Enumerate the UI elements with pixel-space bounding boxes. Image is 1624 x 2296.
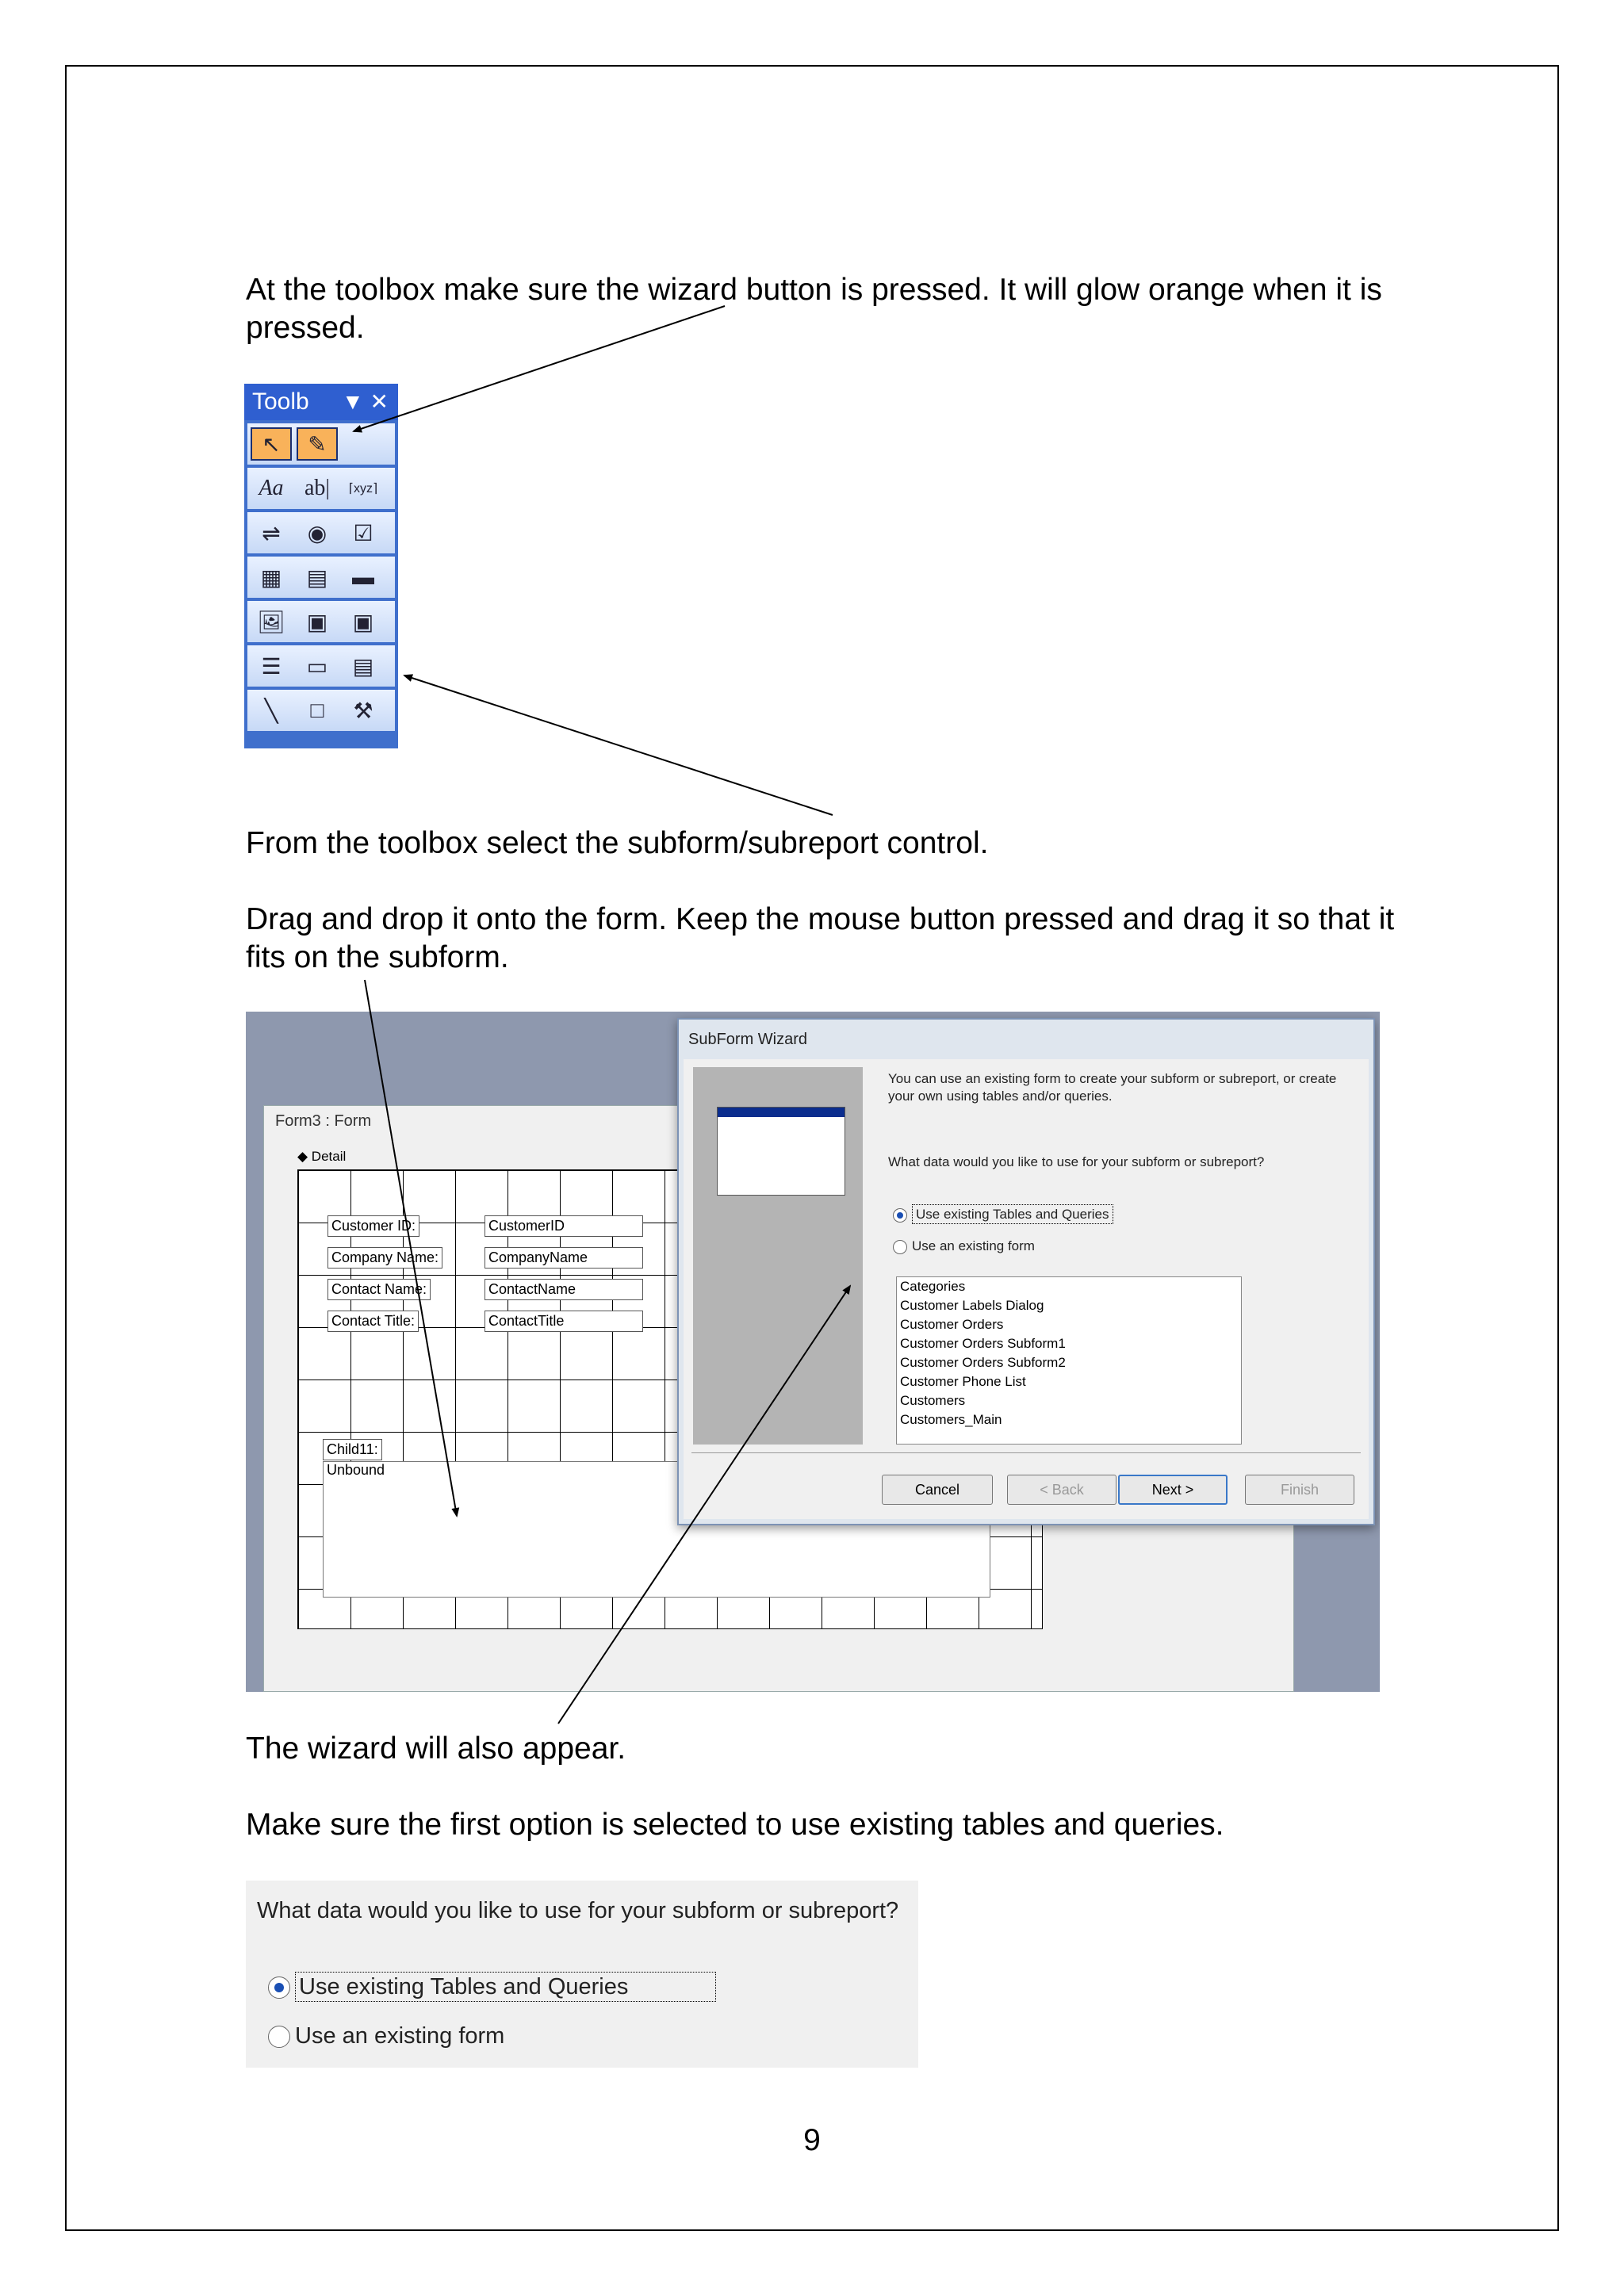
toolbox-title: Toolb	[252, 388, 309, 415]
subform-subreport-icon[interactable]: ▤	[352, 653, 374, 679]
list-item[interactable]: Customer Orders Subform2	[900, 1355, 1066, 1370]
field-contact-title[interactable]: ContactTitle	[485, 1311, 643, 1332]
label-customer-id[interactable]: Customer ID:	[327, 1215, 419, 1237]
next-button[interactable]: Next >	[1118, 1475, 1228, 1505]
cancel-button[interactable]: Cancel	[882, 1475, 993, 1505]
line-icon[interactable]: ╲	[264, 698, 278, 723]
label-contact-title[interactable]: Contact Title:	[327, 1311, 419, 1332]
page-break-icon[interactable]: ☰	[261, 653, 282, 679]
arrow-to-subform-area	[365, 980, 457, 1516]
label-icon[interactable]: Aa	[259, 476, 284, 500]
list-item[interactable]: Customer Orders	[900, 1317, 1004, 1332]
combo-box-icon[interactable]: ▦	[260, 564, 282, 590]
instruction-drag-drop: Drag and drop it onto the form. Keep the mouse button pressed and drag it so that it fits on the subform.	[246, 902, 1395, 974]
label-company-name[interactable]: Company Name:	[327, 1247, 442, 1269]
pointer-icon[interactable]: ↖	[251, 427, 292, 461]
list-item[interactable]: Customer Phone List	[900, 1374, 1026, 1389]
option-group-icon[interactable]: ⌈xyz⌉	[348, 482, 378, 496]
instruction-select-subform: From the toolbox select the subform/subreport control.	[246, 826, 989, 860]
list-item[interactable]: Customers	[900, 1393, 966, 1408]
list-item[interactable]: Categories	[900, 1279, 966, 1294]
instruction-wizard-appear: The wizard will also appear.	[246, 1732, 626, 1766]
option-form-label: Use an existing form	[912, 1238, 1035, 1253]
bound-object-frame-icon[interactable]: ▣	[352, 609, 374, 634]
field-customer-id[interactable]: CustomerID	[485, 1215, 643, 1237]
back-button[interactable]: < Back	[1007, 1475, 1116, 1505]
command-button-icon[interactable]: ▬	[352, 564, 374, 589]
more-controls-icon[interactable]: ⚒	[353, 698, 373, 723]
control-wizards-icon[interactable]: ✎	[297, 427, 338, 461]
list-item[interactable]: Customer Orders Subform1	[900, 1336, 1066, 1351]
option-button-icon[interactable]: ◉	[307, 520, 327, 545]
wizard-intro-text: You can use an existing form to create your subform or subreport, or create your own using tables and/or queries.	[888, 1071, 1337, 1104]
arrow-to-subform-control	[404, 675, 833, 815]
toolbox-controls[interactable]: ▼ ✕	[342, 389, 389, 414]
zoom-question: What data would you like to use for your subform or subreport?	[257, 1898, 899, 1923]
subform-unbound-text: Unbound	[327, 1462, 385, 1478]
arrow-to-wizard-button	[354, 306, 725, 431]
instruction-wizard-button: At the toolbox make sure the wizard button is pressed. It will glow orange when it is pressed.	[246, 273, 1382, 345]
unbound-object-frame-icon[interactable]: ▣	[306, 609, 328, 634]
option-tables-label: Use existing Tables and Queries	[912, 1204, 1113, 1224]
field-contact-name[interactable]: ContactName	[485, 1279, 643, 1300]
field-company-name[interactable]: CompanyName	[485, 1247, 643, 1269]
tab-control-icon[interactable]: ▭	[306, 653, 328, 679]
list-item[interactable]: Customer Labels Dialog	[900, 1298, 1044, 1313]
wizard-question: What data would you like to use for your subform or subreport?	[888, 1154, 1265, 1169]
detail-section-header: ◆ Detail	[297, 1149, 347, 1164]
finish-button[interactable]: Finish	[1245, 1475, 1354, 1505]
label-contact-name[interactable]: Contact Name:	[327, 1279, 431, 1300]
rectangle-icon[interactable]: □	[310, 698, 324, 722]
zoom-option-tables-label: Use existing Tables and Queries	[295, 1972, 716, 2002]
zoom-option-form-label: Use an existing form	[295, 2023, 505, 2049]
textbox-icon[interactable]: ab|	[304, 476, 331, 500]
page-number: 9	[803, 2123, 821, 2157]
wizard-title: SubForm Wizard	[688, 1031, 808, 1048]
instruction-first-option: Make sure the first option is selected to use existing tables and queries.	[246, 1808, 1224, 1842]
image-icon[interactable]: 🖼	[257, 609, 285, 634]
list-item[interactable]: Customers_Main	[900, 1412, 1002, 1427]
child-label[interactable]: Child11:	[323, 1439, 382, 1460]
check-box-icon[interactable]: ☑	[353, 520, 373, 545]
toggle-button-icon[interactable]: ⇌	[262, 520, 281, 545]
list-box-icon[interactable]: ▤	[306, 564, 328, 590]
arrow-to-wizard	[558, 1286, 850, 1724]
form-window-title: Form3 : Form	[275, 1112, 372, 1130]
